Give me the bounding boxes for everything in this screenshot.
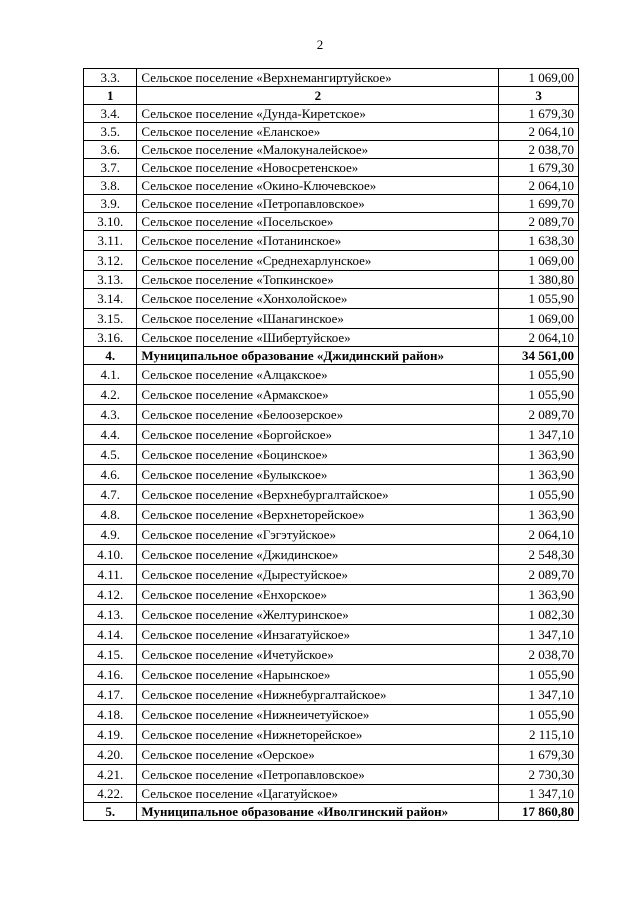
row-name: Сельское поселение «Белоозерское» [137, 405, 499, 425]
table-row [84, 385, 579, 405]
row-number: 4.3. [84, 405, 137, 425]
row-value: 1 638,30 [499, 231, 579, 251]
row-number: 3.12. [84, 251, 137, 271]
row-value: 1 055,90 [499, 705, 579, 725]
row-name: Сельское поселение «Верхнемангиртуйское» [137, 69, 499, 87]
row-number: 4.1. [84, 365, 137, 385]
budget-table [83, 68, 579, 821]
row-value: 1 055,90 [499, 289, 579, 309]
table-row [84, 141, 579, 159]
row-number: 4.5. [84, 445, 137, 465]
page-number: 2 [316, 37, 324, 52]
row-number: 3.5. [84, 123, 137, 141]
row-name: Сельское поселение «Верхнеторейское» [137, 505, 499, 525]
row-number: 4.2. [84, 385, 137, 405]
table-row [84, 605, 579, 625]
row-number: 4.17. [84, 685, 137, 705]
row-number: 4. [84, 347, 137, 365]
row-name: Сельское поселение «Среднехарлунское» [137, 251, 499, 271]
row-name: Сельское поселение «Новосретенское» [137, 159, 499, 177]
table-row [84, 445, 579, 465]
table-row [84, 685, 579, 705]
table-row [84, 625, 579, 645]
row-value: 1 363,90 [499, 585, 579, 605]
table-row [84, 405, 579, 425]
row-name: Сельское поселение «Шанагинское» [137, 309, 499, 329]
row-value: 1 055,90 [499, 365, 579, 385]
column-number-row [84, 87, 579, 105]
table-row [84, 309, 579, 329]
row-value: 17 860,80 [499, 803, 579, 821]
row-name: Сельское поселение «Дырестуйское» [137, 565, 499, 585]
row-value: 2 064,10 [499, 123, 579, 141]
table-row [84, 465, 579, 485]
table-row [84, 329, 579, 347]
table-row [84, 525, 579, 545]
row-value: 2 064,10 [499, 177, 579, 195]
row-name: Сельское поселение «Алцакское» [137, 365, 499, 385]
row-number: 3.9. [84, 195, 137, 213]
row-value: 1 347,10 [499, 625, 579, 645]
table-row [84, 785, 579, 803]
row-name: Сельское поселение «Нижнеторейское» [137, 725, 499, 745]
table-row [84, 745, 579, 765]
row-value: 1 363,90 [499, 465, 579, 485]
row-value: 1 055,90 [499, 665, 579, 685]
row-value: 2 089,70 [499, 213, 579, 231]
row-number: 3.10. [84, 213, 137, 231]
table-row [84, 365, 579, 385]
row-value: 2 548,30 [499, 545, 579, 565]
table-row [84, 585, 579, 605]
row-name: Сельское поселение «Оерское» [137, 745, 499, 765]
row-name: Сельское поселение «Окино-Ключевское» [137, 177, 499, 195]
table-row [84, 251, 579, 271]
row-number: 3.11. [84, 231, 137, 251]
row-number: 4.16. [84, 665, 137, 685]
row-name: Муниципальное образование «Джидинский район» [137, 347, 499, 365]
table-row [84, 69, 579, 87]
table-row [84, 565, 579, 585]
table-row [84, 765, 579, 785]
row-number: 3.8. [84, 177, 137, 195]
row-value: 1 069,00 [499, 309, 579, 329]
row-name: Сельское поселение «Цагатуйское» [137, 785, 499, 803]
row-name: Сельское поселение «Топкинское» [137, 271, 499, 289]
row-value: 1 679,30 [499, 745, 579, 765]
table-row [84, 485, 579, 505]
row-name: Сельское поселение «Нижнеичетуйское» [137, 705, 499, 725]
row-number: 4.20. [84, 745, 137, 765]
table-row [84, 425, 579, 445]
table-row [84, 665, 579, 685]
row-value: 34 561,00 [499, 347, 579, 365]
table-row [84, 545, 579, 565]
row-name: Сельское поселение «Петропавловское» [137, 195, 499, 213]
table-row [84, 271, 579, 289]
column-number-2: 2 [137, 87, 499, 105]
row-value: 2 089,70 [499, 565, 579, 585]
row-name: Сельское поселение «Боцинское» [137, 445, 499, 465]
row-name: Сельское поселение «Енхорское» [137, 585, 499, 605]
row-value: 1 363,90 [499, 445, 579, 465]
row-name: Сельское поселение «Джидинское» [137, 545, 499, 565]
row-value: 1 699,70 [499, 195, 579, 213]
row-number: 4.4. [84, 425, 137, 445]
row-value: 1 347,10 [499, 425, 579, 445]
row-number: 3.13. [84, 271, 137, 289]
row-name: Сельское поселение «Боргойское» [137, 425, 499, 445]
row-number: 4.22. [84, 785, 137, 803]
row-name: Сельское поселение «Булыкское» [137, 465, 499, 485]
row-name: Муниципальное образование «Иволгинский район» [137, 803, 499, 821]
row-value: 2 115,10 [499, 725, 579, 745]
row-value: 2 038,70 [499, 645, 579, 665]
column-number-1: 1 [84, 87, 137, 105]
row-value: 1 069,00 [499, 69, 579, 87]
row-number: 4.14. [84, 625, 137, 645]
row-name: Сельское поселение «Нижнебургалтайское» [137, 685, 499, 705]
row-number: 4.13. [84, 605, 137, 625]
row-name: Сельское поселение «Нарынское» [137, 665, 499, 685]
row-number: 4.10. [84, 545, 137, 565]
row-number: 4.21. [84, 765, 137, 785]
table-row [84, 123, 579, 141]
row-number: 3.15. [84, 309, 137, 329]
row-number: 4.8. [84, 505, 137, 525]
row-name: Сельское поселение «Верхнебургалтайское» [137, 485, 499, 505]
row-value: 1 347,10 [499, 685, 579, 705]
row-name: Сельское поселение «Гэгэтуйское» [137, 525, 499, 545]
row-value: 1 679,30 [499, 105, 579, 123]
row-number: 4.19. [84, 725, 137, 745]
row-name: Сельское поселение «Посельское» [137, 213, 499, 231]
table-row [84, 213, 579, 231]
row-value: 1 082,30 [499, 605, 579, 625]
row-name: Сельское поселение «Армакское» [137, 385, 499, 405]
row-value: 2 064,10 [499, 329, 579, 347]
row-number: 3.3. [84, 69, 137, 87]
table-body [84, 69, 579, 821]
row-value: 1 380,80 [499, 271, 579, 289]
row-name: Сельское поселение «Потанинское» [137, 231, 499, 251]
row-number: 5. [84, 803, 137, 821]
section-total-row [84, 347, 579, 365]
row-value: 1 347,10 [499, 785, 579, 803]
row-name: Сельское поселение «Хонхолойское» [137, 289, 499, 309]
row-number: 3.14. [84, 289, 137, 309]
row-name: Сельское поселение «Малокуналейское» [137, 141, 499, 159]
row-name: Сельское поселение «Дунда-Киретское» [137, 105, 499, 123]
row-value: 2 064,10 [499, 525, 579, 545]
row-name: Сельское поселение «Шибертуйское» [137, 329, 499, 347]
column-number-3: 3 [499, 87, 579, 105]
row-number: 3.4. [84, 105, 137, 123]
row-value: 1 363,90 [499, 505, 579, 525]
table-row [84, 505, 579, 525]
table-row [84, 705, 579, 725]
table-row [84, 159, 579, 177]
row-number: 4.6. [84, 465, 137, 485]
row-number: 4.18. [84, 705, 137, 725]
row-value: 1 069,00 [499, 251, 579, 271]
row-value: 2 038,70 [499, 141, 579, 159]
row-name: Сельское поселение «Ичетуйское» [137, 645, 499, 665]
table-row [84, 105, 579, 123]
row-number: 3.7. [84, 159, 137, 177]
row-name: Сельское поселение «Еланское» [137, 123, 499, 141]
section-total-row [84, 803, 579, 821]
table-row [84, 725, 579, 745]
row-number: 3.16. [84, 329, 137, 347]
table-row [84, 645, 579, 665]
row-number: 4.7. [84, 485, 137, 505]
row-number: 3.6. [84, 141, 137, 159]
table-row [84, 289, 579, 309]
row-number: 4.9. [84, 525, 137, 545]
table-row [84, 177, 579, 195]
row-value: 1 055,90 [499, 385, 579, 405]
row-value: 1 055,90 [499, 485, 579, 505]
row-number: 4.15. [84, 645, 137, 665]
row-number: 4.12. [84, 585, 137, 605]
row-number: 4.11. [84, 565, 137, 585]
row-name: Сельское поселение «Инзагатуйское» [137, 625, 499, 645]
row-value: 2 730,30 [499, 765, 579, 785]
row-name: Сельское поселение «Петропавловское» [137, 765, 499, 785]
row-name: Сельское поселение «Желтуринское» [137, 605, 499, 625]
row-value: 2 089,70 [499, 405, 579, 425]
table-row [84, 231, 579, 251]
row-value: 1 679,30 [499, 159, 579, 177]
table-row [84, 195, 579, 213]
